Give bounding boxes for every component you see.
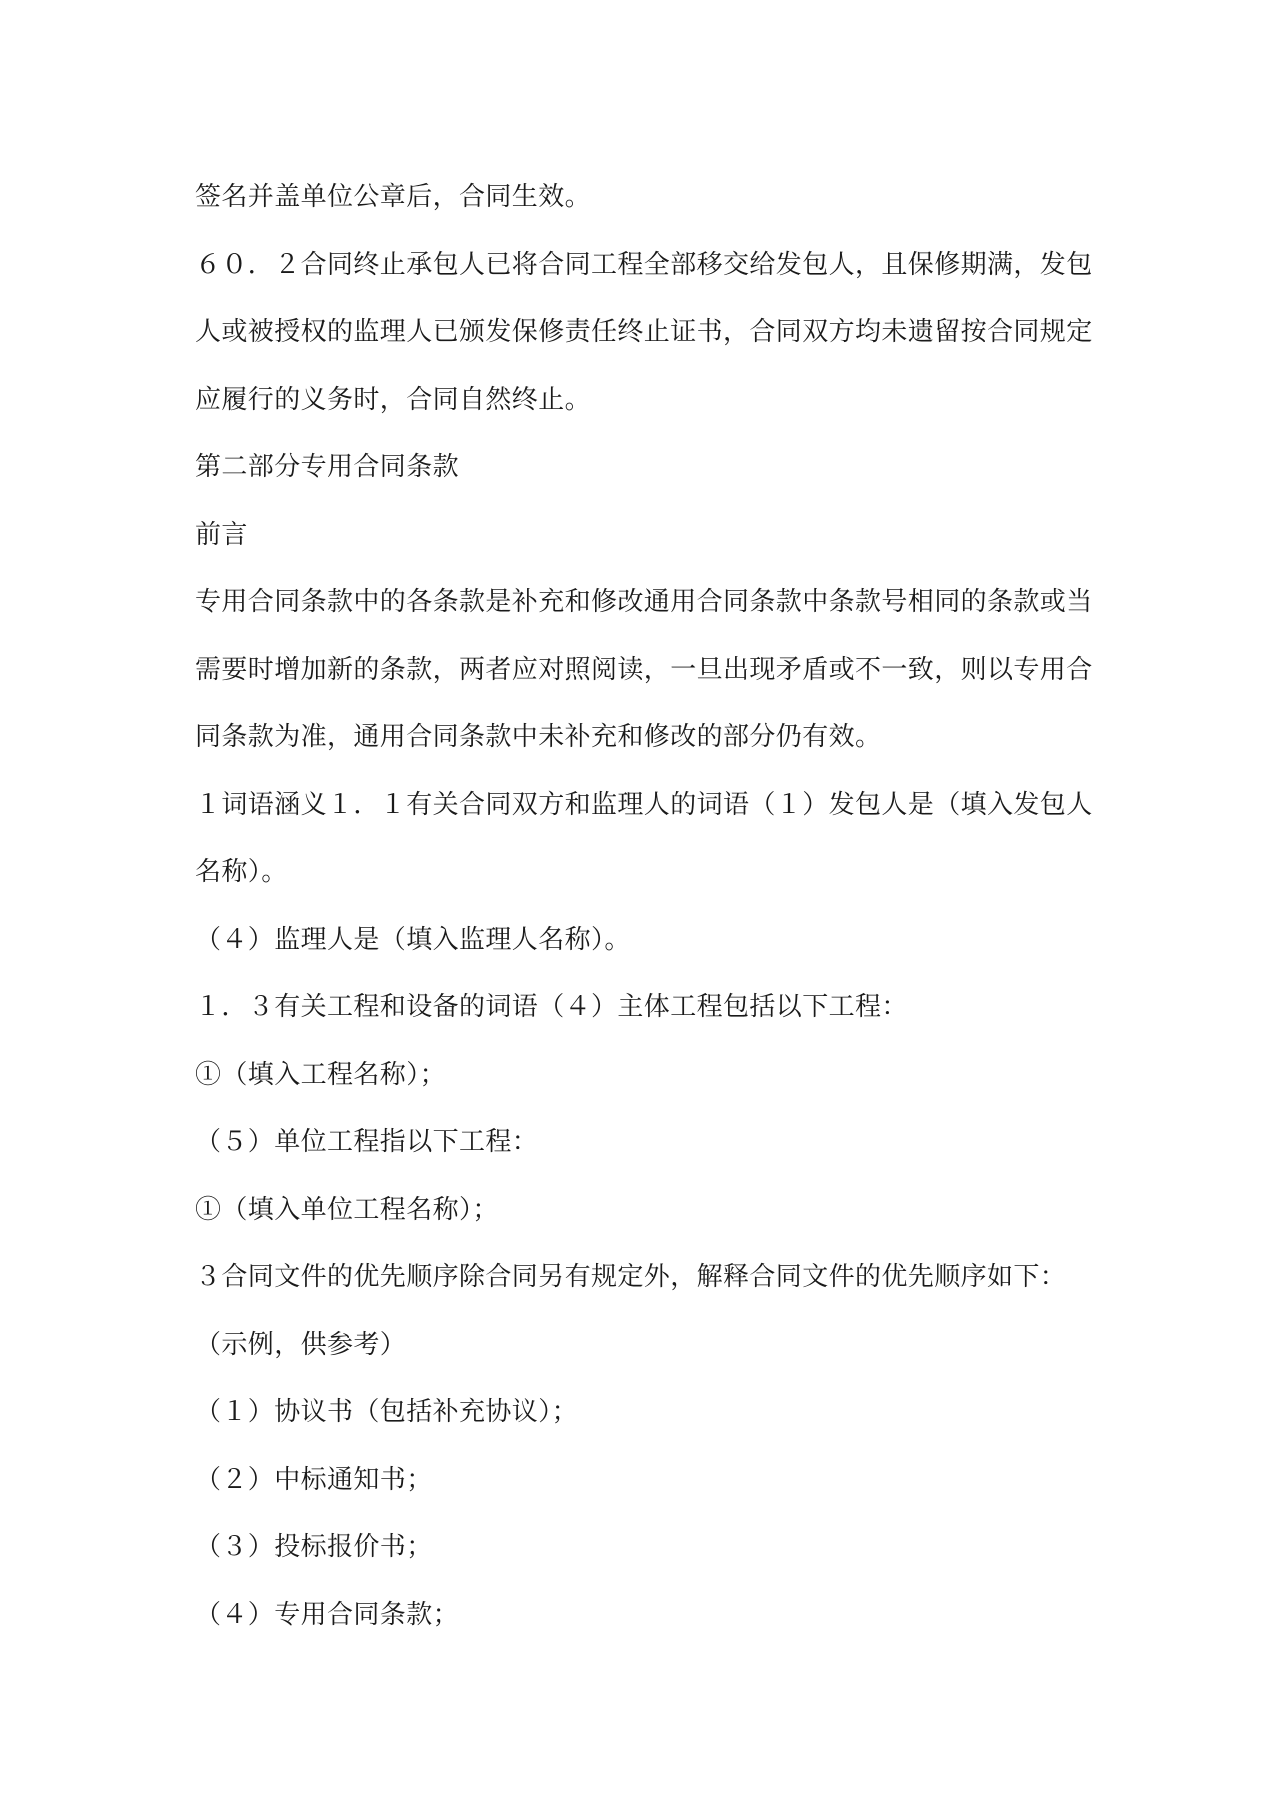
section-heading: 第二部分专用合同条款 bbox=[195, 452, 460, 482]
text-line: 专用合同条款中的各条款是补充和修改通用合同条款中条款号相同的条款或当 bbox=[195, 587, 1093, 617]
text-line: ①（填入单位工程名称）； bbox=[195, 1194, 499, 1225]
document-body bbox=[195, 164, 1095, 1649]
text-line: （示例，供参考） bbox=[195, 1329, 407, 1360]
text-line: 签名并盖单位公章后，合同生效。 bbox=[195, 182, 592, 212]
text-line: １．３有关工程和设备的词语（４）主体工程包括以下工程： bbox=[195, 992, 908, 1022]
list-item: （３）投标报价书； bbox=[195, 1532, 433, 1562]
text-line: （４）监理人是（填入监理人名称）。 bbox=[195, 924, 631, 955]
text-line: ３合同文件的优先顺序除合同另有规定外，解释合同文件的优先顺序如下： bbox=[195, 1262, 1067, 1292]
text-line: （５）单位工程指以下工程： bbox=[195, 1127, 539, 1157]
list-item: （１）协议书（包括补充协议）； bbox=[195, 1397, 579, 1427]
text-line: ６０．２合同终止承包人已将合同工程全部移交给发包人，且保修期满，发包 bbox=[195, 249, 1093, 280]
list-item: （２）中标通知书； bbox=[195, 1464, 433, 1495]
text-line: 同条款为准，通用合同条款中未补充和修改的部分仍有效。 bbox=[195, 722, 882, 752]
text-line: 需要时增加新的条款，两者应对照阅读，一旦出现矛盾或不一致，则以专用合 bbox=[195, 654, 1093, 685]
text-line: １词语涵义１．１有关合同双方和监理人的词语（１）发包人是（填入发包人 bbox=[195, 789, 1093, 820]
text-line: ①（填入工程名称）； bbox=[195, 1059, 447, 1090]
subsection-heading: 前言 bbox=[195, 519, 248, 550]
text-line: 应履行的义务时，合同自然终止。 bbox=[195, 384, 592, 415]
text-line: 人或被授权的监理人已颁发保修责任终止证书，合同双方均未遗留按合同规定 bbox=[195, 317, 1093, 347]
list-item: （４）专用合同条款； bbox=[195, 1599, 460, 1630]
text-line: 名称）。 bbox=[195, 857, 288, 887]
